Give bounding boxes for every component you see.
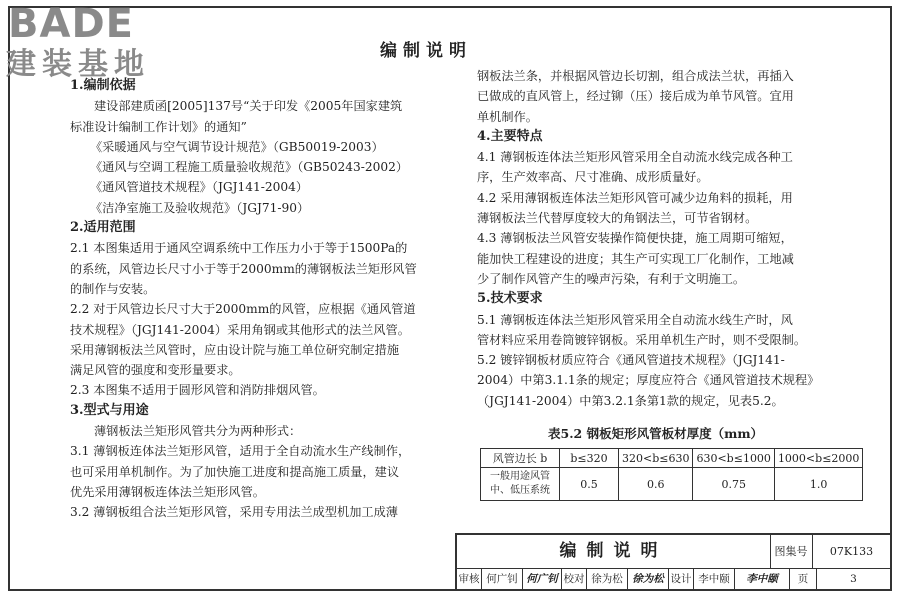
text-line: 5.2 镀锌钢板材质应符合《通风管道技术规程》（JGJ141- [477, 353, 785, 368]
right-text-column [477, 66, 862, 411]
review-label: 审核 [457, 569, 482, 590]
text-line: 优先采用薄钢板连体法兰矩形风管。 [70, 484, 265, 499]
table-row [481, 468, 863, 501]
page-title: 编制说明 [380, 41, 472, 61]
text-line: 薄钢板法兰代替厚度较大的角钢法兰，可节省钢材。 [477, 211, 758, 226]
text-line: 技术规程》（JGJ141-2004）采用角钢或其他形式的法兰风管。 [70, 322, 410, 337]
table-cell: 0.6 [619, 468, 693, 501]
text-line: 2.1 本图集适用于通风空调系统中工作压力小于等于1500Pa的 [70, 241, 408, 256]
page-label: 页 [790, 569, 817, 590]
logo-subtitle: 建装基地 [6, 47, 150, 82]
title-block-title: 编制说明 [457, 535, 771, 568]
text-line: 《采暖通风与空气调节设计规范》（GB50019-2003） [90, 139, 384, 154]
text-line: 序，生产效率高、尺寸准确、成形质量好。 [477, 170, 709, 185]
text-line: 2.2 对于风管边长尺寸大于2000mm的风管，应根据《通风管道 [70, 302, 416, 317]
table-header-cell: 320<b≤630 [619, 449, 693, 468]
table-header-cell: 1000<b≤2000 [774, 449, 862, 468]
designer-name: 李中颐 [694, 569, 735, 590]
text-line: 少了制作风管产生的噪声污染，有利于文明施工。 [477, 271, 746, 286]
section-heading: 4.主要特点 [477, 128, 543, 144]
design-label: 设计 [669, 569, 694, 590]
table-caption: 表5.2 钢板矩形风管板材厚度（mm） [548, 426, 764, 441]
text-line: 管材料应采用卷筒镀锌钢板。采用单机生产时，则不受限制。 [477, 332, 807, 347]
text-line: 也可采用单机制作。为了加快施工进度和提高施工质量，建议 [70, 464, 400, 479]
section-heading: 3.型式与用途 [70, 402, 149, 418]
text-line: 4.3 薄钢板法兰风管安装操作简便快捷，施工周期可缩短， [477, 231, 793, 246]
text-line: 2.3 本图集不适用于圆形风管和消防排烟风管。 [70, 383, 325, 398]
reviewer-signature: 何广钊 [523, 569, 562, 590]
table-cell: 1.0 [774, 468, 862, 501]
text-line: 《通风管道技术规程》（JGJ141-2004） [90, 180, 309, 195]
text-line: 标准设计编制工作计划》的通知” [70, 119, 247, 134]
text-line: 3.1 薄钢板连体法兰矩形风管，适用于全自动流水生产线制作， [70, 444, 411, 459]
checker-name: 徐为松 [587, 569, 628, 590]
text-line: 2004）中第3.1.1条的规定；厚度应符合《通风管道技术规程》 [477, 373, 820, 388]
thickness-table [480, 448, 863, 501]
table-header-cell: 风管边长 b [481, 449, 560, 468]
table-header-row [481, 449, 863, 468]
text-line: 的系统，风管边长尺寸小于等于2000mm的薄钢板法兰矩形风管 [70, 261, 417, 276]
page-number: 3 [850, 573, 857, 585]
text-line: 能加快工程建设的进度；其生产可实现工厂化制作，工地减 [477, 251, 794, 266]
text-line: 5.1 薄钢板连体法兰矩形风管采用全自动流水线生产时，风 [477, 312, 793, 327]
checker-signature: 徐为松 [628, 569, 669, 590]
atlas-number: 07K133 [829, 545, 874, 558]
text-line: 建设部建质函[2005]137号“关于印发《2005年国家建筑 [94, 99, 403, 114]
section-heading: 1.编制依据 [70, 78, 136, 93]
text-line: 《通风与空调工程施工质量验收规范》（GB50243-2002） [90, 160, 409, 175]
table-header-cell: b≤320 [560, 449, 619, 468]
table-header-cell: 630<b≤1000 [693, 449, 774, 468]
text-line: 的制作与安装。 [70, 281, 156, 296]
check-label: 校对 [562, 569, 587, 590]
text-line: 单机制作。 [477, 109, 538, 124]
text-line: 4.2 采用薄钢板连体法兰矩形风管可减少边角料的损耗，用 [477, 190, 793, 205]
text-line: 薄钢板法兰矩形风管共分为两种形式： [94, 424, 302, 439]
designer-signature: 李中颐 [735, 569, 790, 590]
section-heading: 5.技术要求 [477, 291, 543, 307]
title-block [455, 533, 890, 589]
table-cell: 0.5 [560, 468, 619, 501]
text-line: 3.2 薄钢板组合法兰矩形风管，采用专用法兰成型机加工成薄 [70, 505, 398, 520]
text-line: 《洁净室施工及验收规范》（JGJ71-90） [90, 200, 310, 215]
section-heading: 2.适用范围 [70, 220, 136, 236]
text-line: 满足风管的强度和变形量要求。 [70, 363, 241, 378]
text-line: 已做成的直风管上，经过铆（压）接后成为单节风管。宜用 [477, 89, 794, 104]
text-line: （JGJ141-2004）中第3.2.1条第1款的规定，见表5.2。 [477, 393, 784, 408]
table-row-label: 一般用途风管 中、低压系统 [481, 468, 560, 501]
text-line: 钢板法兰条，并根据风管边长切割，组合成法兰状，再插入 [477, 69, 794, 83]
left-text-column [70, 76, 455, 523]
reviewer-name: 何广钊 [482, 569, 523, 590]
table-cell: 0.75 [693, 468, 774, 501]
atlas-label: 图集号 [770, 535, 813, 568]
text-line: 采用薄钢板法兰风管时，应由设计院与施工单位研究制定措施 [70, 342, 400, 357]
text-line: 4.1 薄钢板连体法兰矩形风管采用全自动流水线完成各种工 [477, 150, 793, 165]
logo-brand: BADE [8, 1, 134, 47]
